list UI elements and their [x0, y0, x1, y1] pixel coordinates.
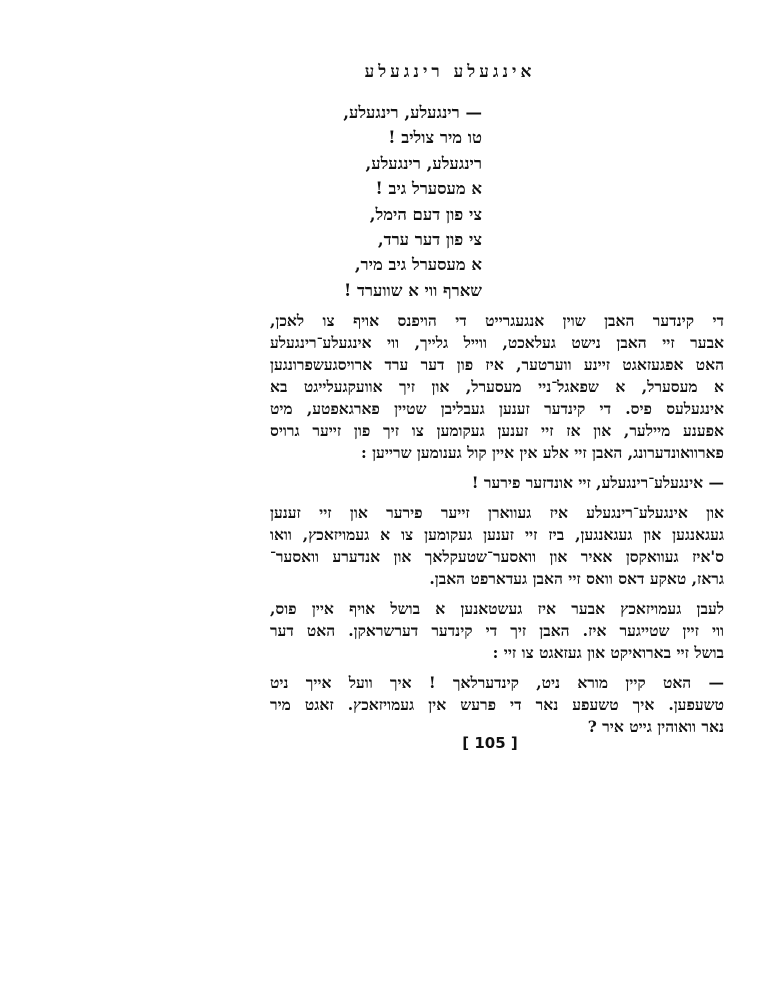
text-line: פארוואונדערונג, האבן זיי אלע אין איין קול גענומען שרייען :: [360, 443, 724, 462]
text-line: גראז, טאקע דאס וואס זיי האבן געדארפט האבן.: [429, 569, 724, 588]
text-line: לעבן געמויזאכץ אבער איז געשטאנען א בושל אויף איין פוס,: [270, 599, 724, 618]
paragraph: [270, 598, 724, 664]
text-line: און אינגעלע־רינגעלע איז געווארן זייער פירער און זיי זענען: [270, 503, 724, 522]
poem-line: צי פון דער ערד,: [377, 229, 482, 249]
poem-line: — רינגעלע, רינגעלע,: [343, 103, 482, 122]
poem-line: א מעסערל גיב מיר,: [354, 255, 482, 275]
running-title: אינגעלע רינגעלע: [364, 62, 536, 82]
text-line: ס'איז געוואקסן אאיר און וואסער־שטעקלאך און אנדערע וואסער־: [270, 547, 724, 566]
poem-line: רינגעלע, רינגעלע,: [365, 153, 482, 173]
page-number: [ 105 ]: [462, 734, 518, 752]
poem-line: צי פון דעם הימל,: [369, 204, 482, 224]
paragraph: [270, 472, 724, 494]
text-line: האט אפגעזאגט זיינע ווערטער, איז פון דער ערד ארויסגעשפרונגען: [270, 355, 724, 374]
poem-stanza: [262, 100, 482, 303]
text-line: — האט קיין מורא ניט, קינדערלאך ! איך וועל אייך ניט: [270, 673, 724, 692]
paragraph: [270, 502, 724, 590]
text-line: די קינדער האבן שוין אנגעגרייט די הויפנס אויף צו לאכן,: [270, 311, 724, 330]
text-line: ווי זיין שטייגער איז. האבן זיך די קינדער דערשראקן. האט דער: [270, 621, 724, 640]
text-line: נאר וואוהין גייט איר ?: [587, 717, 724, 736]
paragraph: [270, 310, 724, 464]
text-line: א מעסערל, א שפאגל־ניי מעסערל, און זיך אוועקגעלייגט בא: [270, 377, 724, 396]
text-line: — אינגעלע־רינגעלע, זיי אונדזער פירער !: [471, 473, 724, 492]
text-line: בושל זיי בארואיקט און געזאגט צו זיי :: [492, 643, 724, 662]
paragraph: [270, 672, 724, 738]
prose-body: [270, 310, 724, 738]
text-line: אינגעלעס פיס. די קינדער זענען געבליבן שטיין פארגאפטע, מיט: [270, 399, 724, 418]
poem-line: טו מיר צוליב !: [388, 128, 482, 148]
text-line: געגאנגען און געגאנגען, ביז זיי זענען געקומען צו א געמויזאכץ, וואו: [270, 525, 724, 544]
text-line: טשעפען. איך טשעפע נאר די פרעש אין געמויזאכץ. זאגט מיר: [270, 695, 724, 714]
poem-line: שארף ווי א שווערד !: [343, 280, 482, 300]
poem-line: א מעסערל גיב !: [375, 179, 482, 199]
text-line: אבער זיי האבן נישט געלאכט, ווייל גלייך, ווי אינגעלע־רינגעלע: [270, 333, 724, 352]
text-line: אפענע מיילער, און אז זיי זענען געקומען צו זיך פון זייער גרויס: [270, 421, 724, 440]
